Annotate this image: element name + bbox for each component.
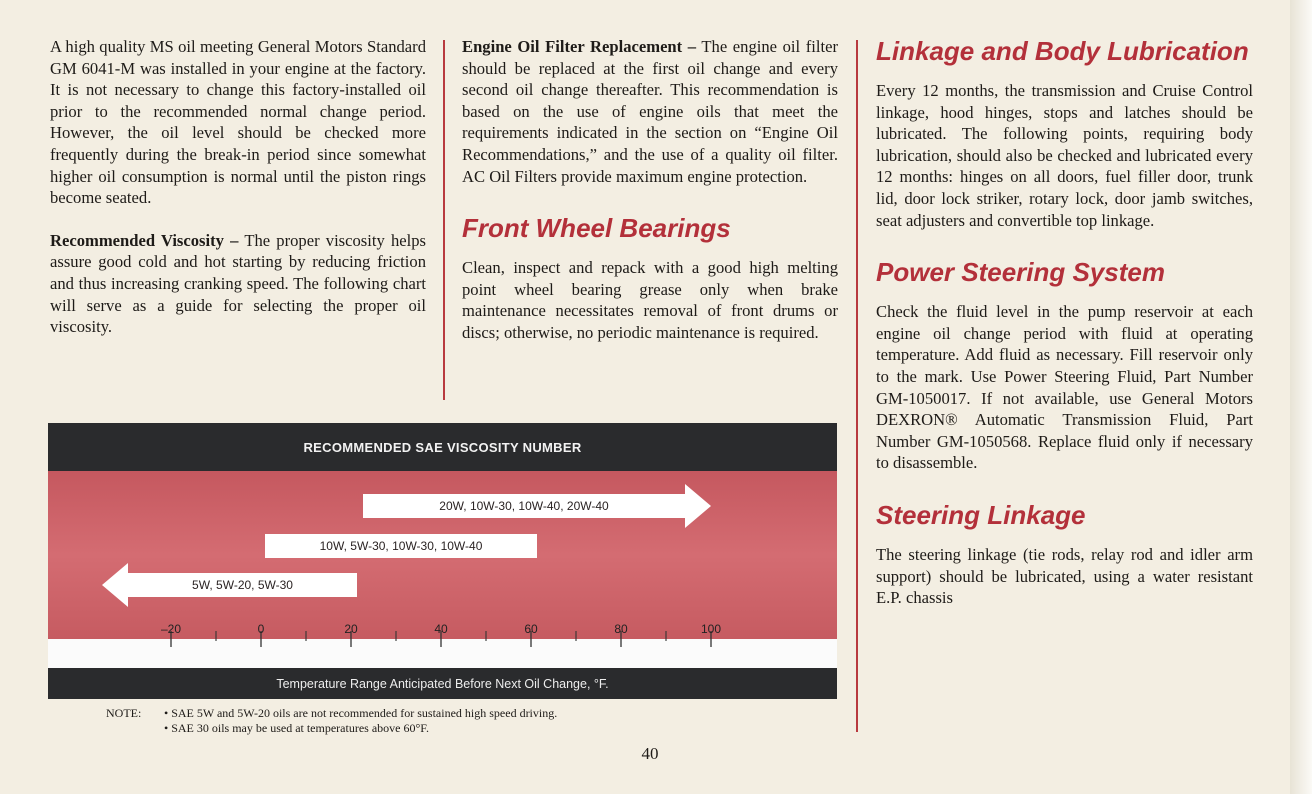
tick-label: 0 bbox=[257, 622, 265, 636]
oil-filter-body: The engine oil filter should be replaced at the first oil change and every second oil change thereafter. This recommendation is based on the use of engine oils that meet the requirements indicated in the section on “Engine Oil Recommendations,” and the use of a quality oil filter. AC Oil Filters provide maximum engine protection. bbox=[462, 37, 838, 186]
oil-filter-paragraph bbox=[462, 36, 838, 187]
tick-label: 40 bbox=[434, 622, 448, 636]
factory-oil-paragraph: A high quality MS oil meeting General Motors Standard GM 6041-M was installed in your engine at the factory. It is not necessary to change this factory-installed oil prior to the recommended normal change period. However, the oil level should be checked more frequently during the break-in period since somewhat higher oil consumption is normal until the piston rings become seated. bbox=[50, 37, 426, 208]
viscosity-range-label-1: 20W, 10W-30, 10W-40, 20W-40 bbox=[439, 499, 609, 513]
column-divider-2 bbox=[856, 40, 858, 732]
tick-label: 80 bbox=[614, 622, 628, 636]
tick-label: 100 bbox=[700, 622, 722, 636]
tick-label: 20 bbox=[344, 622, 358, 636]
heading-steering-linkage: Steering Linkage bbox=[876, 499, 1086, 530]
tick-label: –20 bbox=[160, 622, 182, 636]
note-line-2 bbox=[106, 721, 806, 736]
heading-linkage-body-lubrication: Linkage and Body Lubrication bbox=[876, 36, 1249, 66]
linkage-paragraph: Every 12 months, the transmission and Cruise Control linkage, hood hinges, stops and latches should be lubricated. The following points, requiring body lubrication, should also be checked and lubricated every 12 months: hinges on all doors, fuel filler door, trunk lid, door lock striker, rotary lock, door jamb switches, seat adjusters and convertible top linkage. bbox=[876, 81, 1253, 230]
viscosity-paragraph bbox=[50, 230, 426, 338]
column-divider-1 bbox=[443, 40, 445, 400]
tick-label: 60 bbox=[524, 622, 538, 636]
note-text-2: • SAE 30 oils may be used at temperatures above 60°F. bbox=[164, 721, 429, 735]
power-steering-paragraph: Check the fluid level in the pump reservoir at each engine oil change period with fluid at operating temperature. Add fluid as necessary. Fill reservoir only to the mark. Use Power Steering Fluid, Part Number GM-1050017. If not available, use General Motors DEXRON® Automatic Transmission Fluid, Part Number GM-1050568. Replace fluid only if necessary to disassemble. bbox=[876, 302, 1253, 473]
chart-xlabel: Temperature Range Anticipated Before Next Oil Change, °F. bbox=[276, 676, 609, 691]
note-line-1 bbox=[106, 706, 806, 721]
viscosity-chart bbox=[48, 423, 837, 699]
chart-title: RECOMMENDED SAE VISCOSITY NUMBER bbox=[303, 439, 582, 455]
note-text-1: • SAE 5W and 5W-20 oils are not recommended for sustained high speed driving. bbox=[164, 706, 558, 720]
oil-filter-lead: Engine Oil Filter Replacement – bbox=[462, 37, 697, 56]
chart-marks bbox=[48, 423, 837, 699]
viscosity-range-label-2: 10W, 5W-30, 10W-30, 10W-40 bbox=[319, 539, 483, 553]
heading-power-steering: Power Steering System bbox=[876, 257, 1165, 288]
chart-note bbox=[106, 706, 806, 736]
bearings-paragraph: Clean, inspect and repack with a good high melting point wheel bearing grease only when brake maintenance necessitates removal of front drums or discs; otherwise, no periodic maintenance is required. bbox=[462, 258, 838, 342]
column-middle bbox=[462, 36, 838, 344]
column-right bbox=[876, 36, 1253, 609]
viscosity-body: The proper viscosity helps assure good cold and hot starting by reducing friction and thus increasing cranking speed. The following chart will serve as a guide for selecting the proper oil viscosity. bbox=[50, 230, 426, 337]
page-number: 40 bbox=[641, 744, 659, 763]
viscosity-lead: Recommended Viscosity – bbox=[50, 230, 239, 250]
heading-front-wheel-bearings: Front Wheel Bearings bbox=[462, 213, 731, 244]
viscosity-range-label-3: 5W, 5W-20, 5W-30 bbox=[192, 578, 293, 592]
page-edge bbox=[1290, 0, 1312, 794]
note-prefix: NOTE: bbox=[106, 706, 142, 720]
column-left bbox=[50, 36, 426, 338]
steering-linkage-paragraph: The steering linkage (tie rods, relay rod and idler arm support) should be lubricated, using a water resistant E.P. chassis bbox=[876, 544, 1253, 608]
